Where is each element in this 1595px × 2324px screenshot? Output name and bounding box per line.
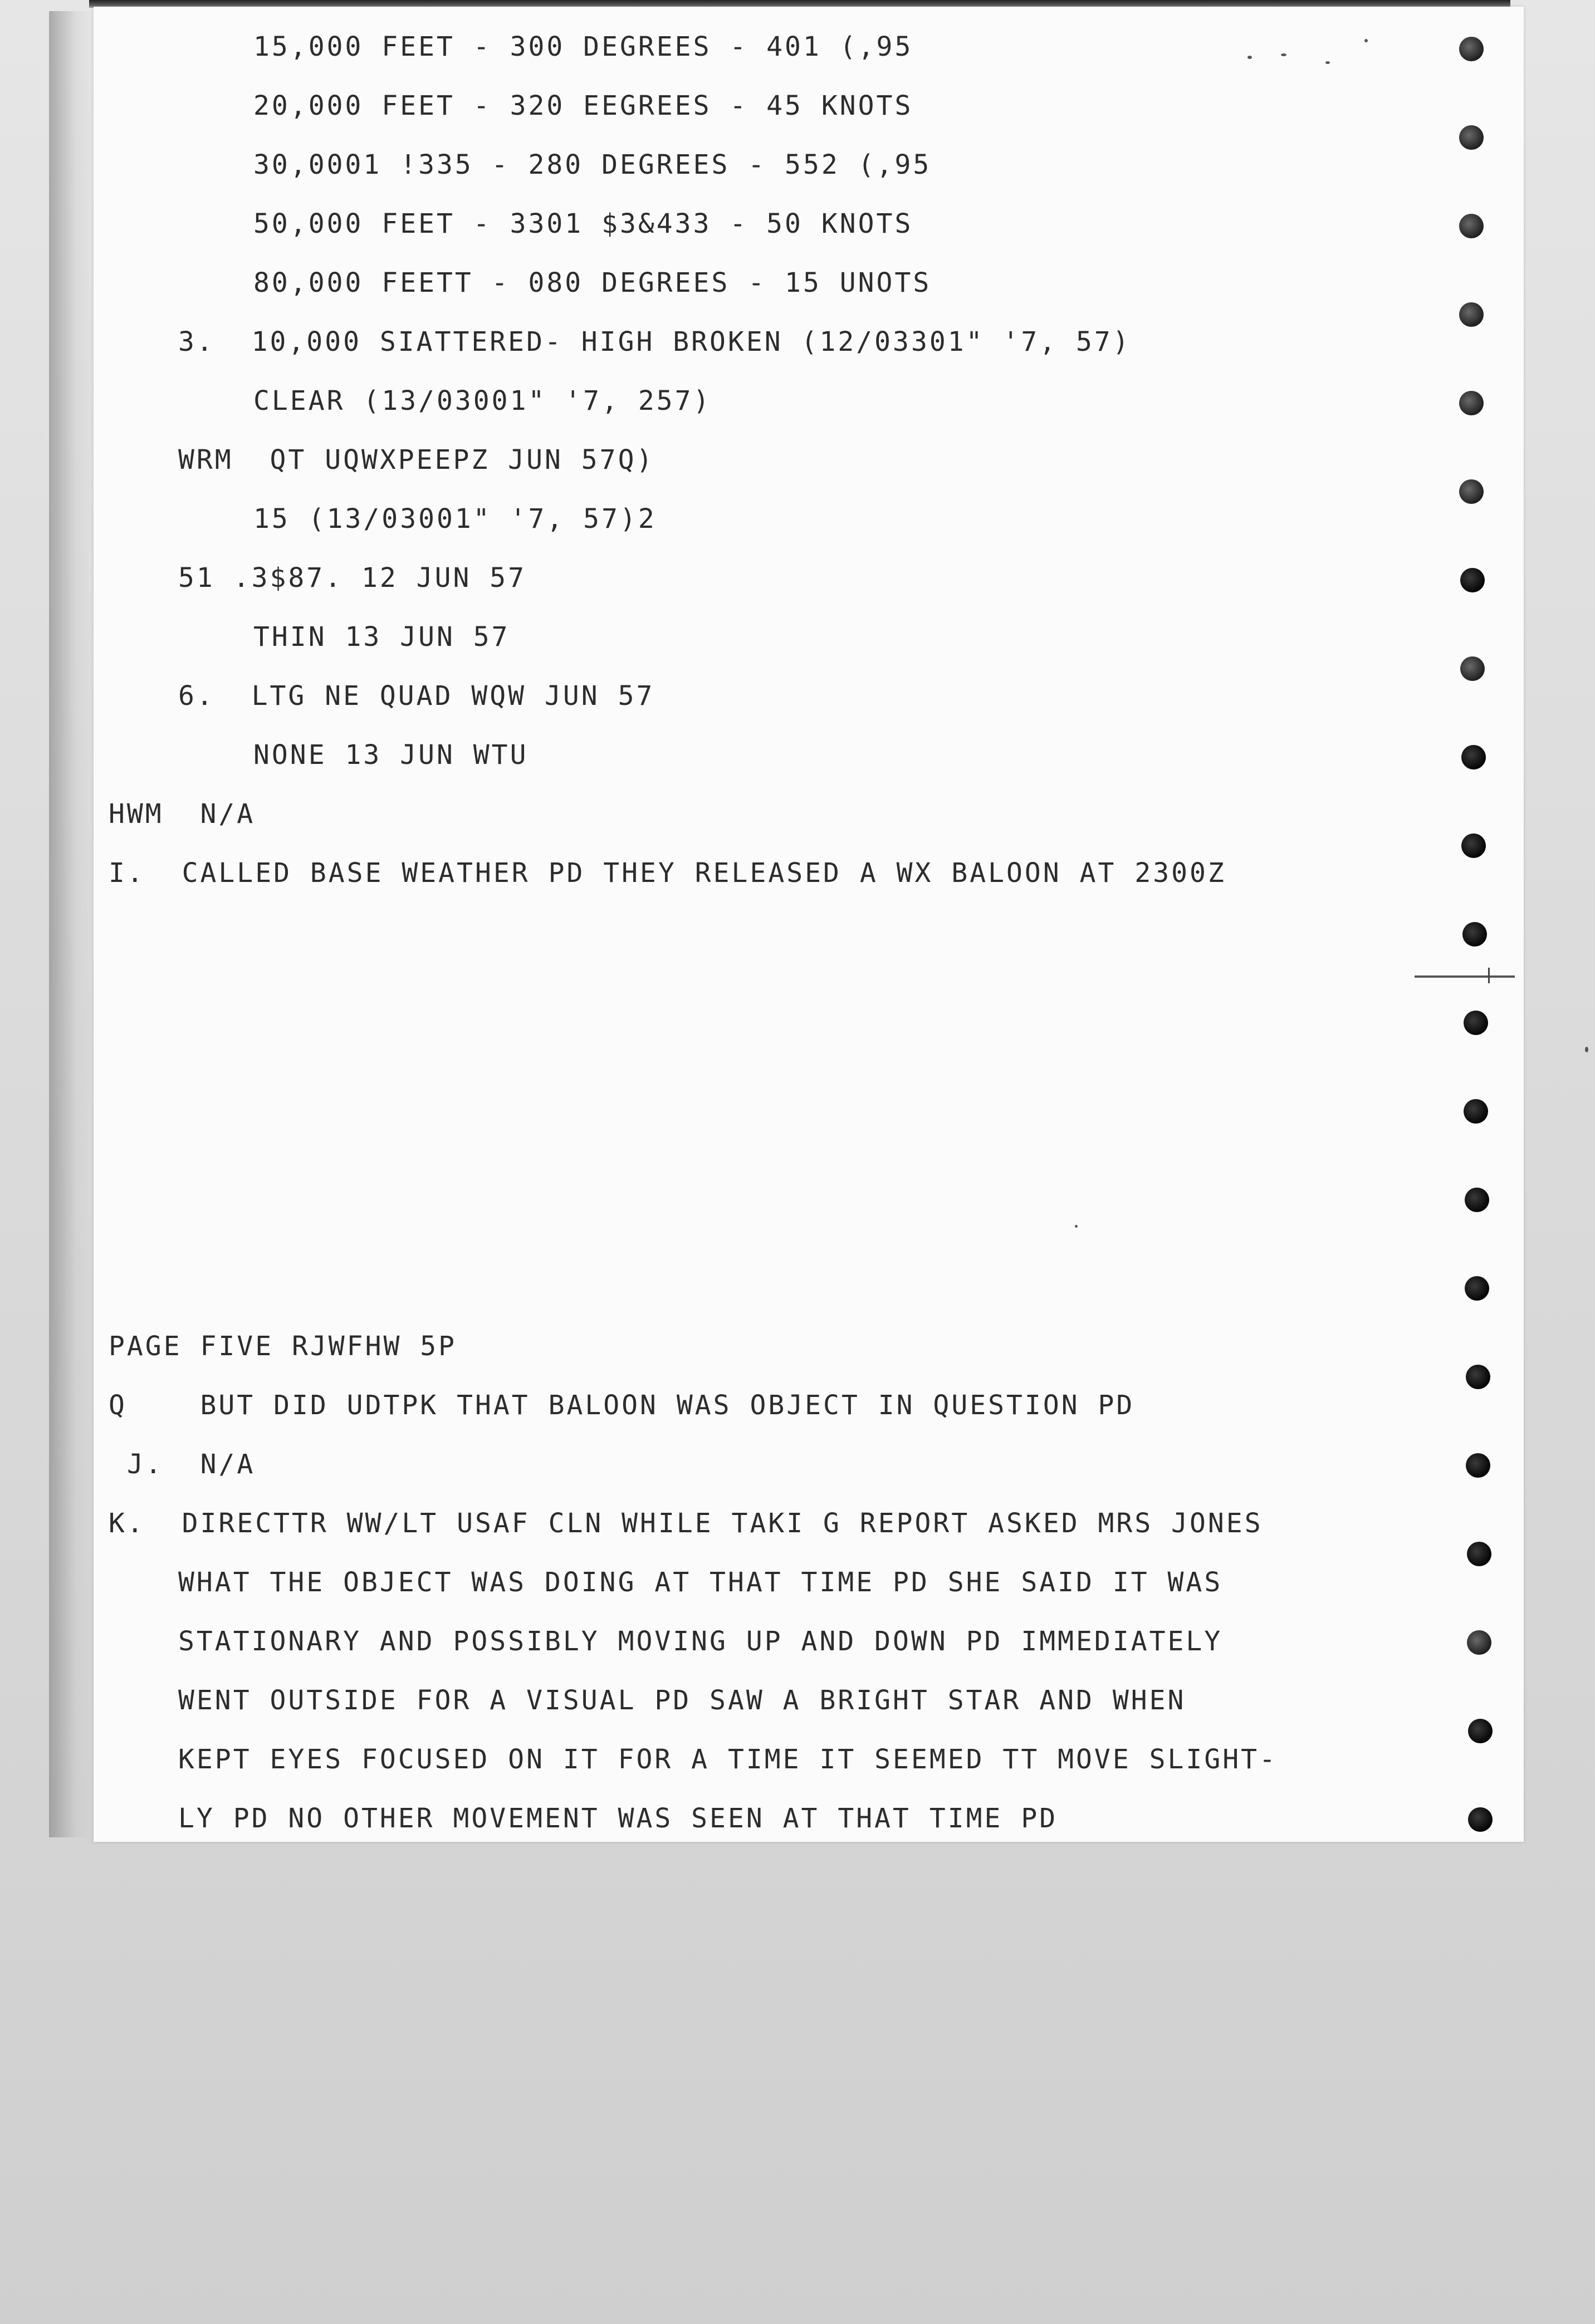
tractor-feed-hole [1468,1719,1493,1743]
text-line: 3. 10,000 SIATTERED- HIGH BROKEN (12/03301" '7, 57) [178,326,1131,357]
text-line: PAGE FIVE RJWFHW 5P [109,1331,457,1362]
tractor-feed-hole [1459,302,1484,327]
text-line: THIN 13 JUN 57 [253,621,510,653]
perforation-tear-tick [1488,968,1490,983]
text-line: LY PD NO OTHER MOVEMENT WAS SEEN AT THAT TIME PD [178,1803,1058,1834]
text-line: 50,000 FEET - 3301 $3&433 - 50 KNOTS [253,208,913,239]
text-line: HWM N/A [109,798,256,830]
text-line: K. DIRECTTR WW/LT USAF CLN WHILE TAKI G REPORT ASKED MRS JONES [109,1508,1263,1539]
tractor-feed-hole [1462,922,1487,947]
tractor-feed-hole [1459,391,1484,415]
text-line: 6. LTG NE QUAD WQW JUN 57 [178,680,655,712]
film-speck [1281,53,1286,56]
tractor-feed-hole [1466,1365,1490,1389]
film-speck [1075,1225,1078,1228]
text-line: 15 (13/03001" '7, 57)2 [253,503,657,535]
tractor-feed-hole [1464,1011,1488,1035]
tractor-feed-hole [1459,37,1484,61]
film-speck [1585,1047,1588,1052]
text-line: WENT OUTSIDE FOR A VISUAL PD SAW A BRIGHT STAR AND WHEN [178,1685,1186,1716]
tractor-feed-hole [1465,1276,1489,1301]
tractor-feed-hole [1468,1807,1493,1832]
text-line: NONE 13 JUN WTU [253,739,529,771]
tractor-feed-hole [1461,833,1486,858]
tractor-feed-hole [1467,1542,1491,1566]
tractor-feed-hole [1459,125,1484,150]
film-speck [1325,61,1330,64]
text-line: WHAT THE OBJECT WAS DOING AT THAT TIME PD SHE SAID IT WAS [178,1567,1223,1598]
tractor-feed-hole [1464,1099,1488,1124]
tractor-feed-hole [1461,745,1486,769]
text-line: 20,000 FEET - 320 EEGREES - 45 KNOTS [253,90,913,121]
tractor-feed-hole [1467,1630,1491,1655]
tractor-feed-hole [1466,1453,1490,1478]
text-line: 80,000 FEETT - 080 DEGREES - 15 UNOTS [253,267,932,298]
tractor-feed-hole [1460,568,1485,592]
text-line: I. CALLED BASE WEATHER PD THEY RELEASED A WX BALOON AT 2300Z [109,857,1226,889]
text-line: KEPT EYES FOCUSED ON IT FOR A TIME IT SEEMED TT MOVE SLIGHT- [178,1744,1278,1775]
text-line: J. N/A [127,1449,256,1480]
perforation-tear-line [1415,975,1515,978]
tractor-feed-hole [1460,656,1485,681]
text-line: WRM QT UQWXPEEPZ JUN 57Q) [178,444,655,475]
text-line: 15,000 FEET - 300 DEGREES - 401 (,95 [253,31,913,62]
text-line: 51 .3$87. 12 JUN 57 [178,562,527,594]
text-line: 30,0001 !335 - 280 DEGREES - 552 (,95 [253,149,932,180]
page-left-shadow [49,11,94,1837]
text-line: STATIONARY AND POSSIBLY MOVING UP AND DOWN PD IMMEDIATELY [178,1626,1223,1657]
film-speck [1247,56,1252,59]
text-line: CLEAR (13/03001" '7, 257) [253,385,712,416]
tractor-feed-hole [1459,479,1484,504]
text-line: Q BUT DID UDTPK THAT BALOON WAS OBJECT IN QUESTION PD [109,1390,1135,1421]
film-speck [1364,39,1368,42]
tractor-feed-hole [1459,214,1484,238]
tractor-feed-hole [1465,1188,1489,1212]
